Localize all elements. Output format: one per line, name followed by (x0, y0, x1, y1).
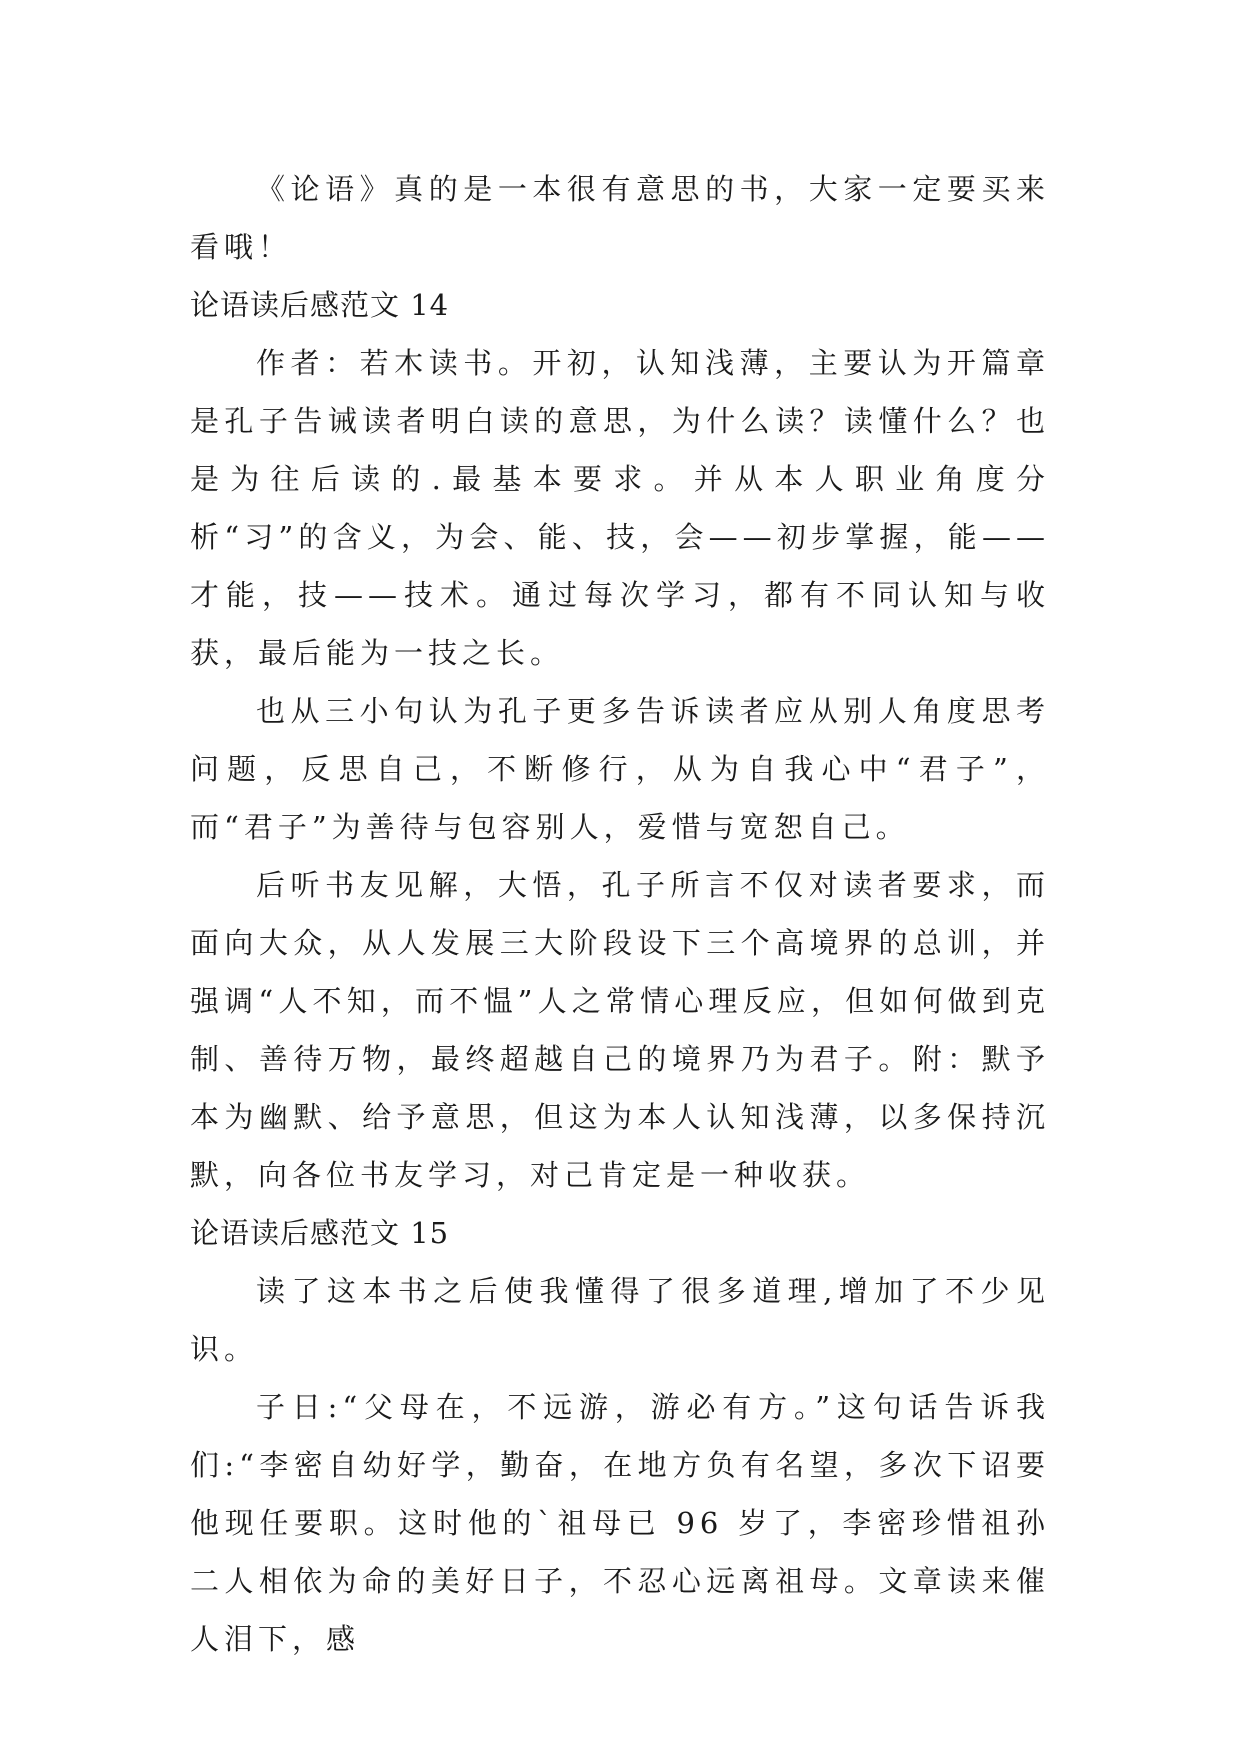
paragraph: 后听书友见解，大悟，孔子所言不仅对读者要求，而面向大众，从人发展三大阶段设下三个高境界的总训，并强调“人不知，而不愠”人之常情心理反应，但如何做到克制、善待万物，最终超越自己的境界乃为君子。附：默予本为幽默、给予意思，但这为本人认知浅薄，以多保持沉默，向各位书友学习，对己肯定是一种收获。 (190, 868, 1050, 1192)
paragraph: 也从三小句认为孔子更多告诉读者应从别人角度思考问题，反思自己，不断修行，从为自我心中“君子”，而“君子”为善待与包容别人，爱惜与宽恕自己。 (190, 694, 1050, 844)
paragraph: 子日:“父母在，不远游，游必有方。”这句话告诉我们:“李密自幼好学，勤奋，在地方负有名望，多次下诏要他现任要职。这时他的`祖母已 96 岁了，李密珍惜祖孙二人相依为命的美好日子，不忍心远离祖母。文章读来催人泪下，感 (190, 1390, 1050, 1656)
section-heading: 论语读后感范文 14 (190, 288, 450, 322)
document-body (190, 160, 1050, 1668)
paragraph: 读了这本书之后使我懂得了很多道理,增加了不少见识。 (190, 1274, 1050, 1366)
paragraph: 作者：若木读书。开初，认知浅薄，主要认为开篇章是孔子告诫读者明白读的意思，为什么读？读懂什么？也是为往后读的.最基本要求。并从本人职业角度分析“习”的含义，为会、能、技，会——初步掌握，能——才能，技——技术。通过每次学习，都有不同认知与收获，最后能为一技之长。 (190, 346, 1050, 670)
section-heading: 论语读后感范文 15 (190, 1216, 450, 1250)
paragraph: 《论语》真的是一本很有意思的书，大家一定要买来看哦！ (190, 172, 1050, 264)
